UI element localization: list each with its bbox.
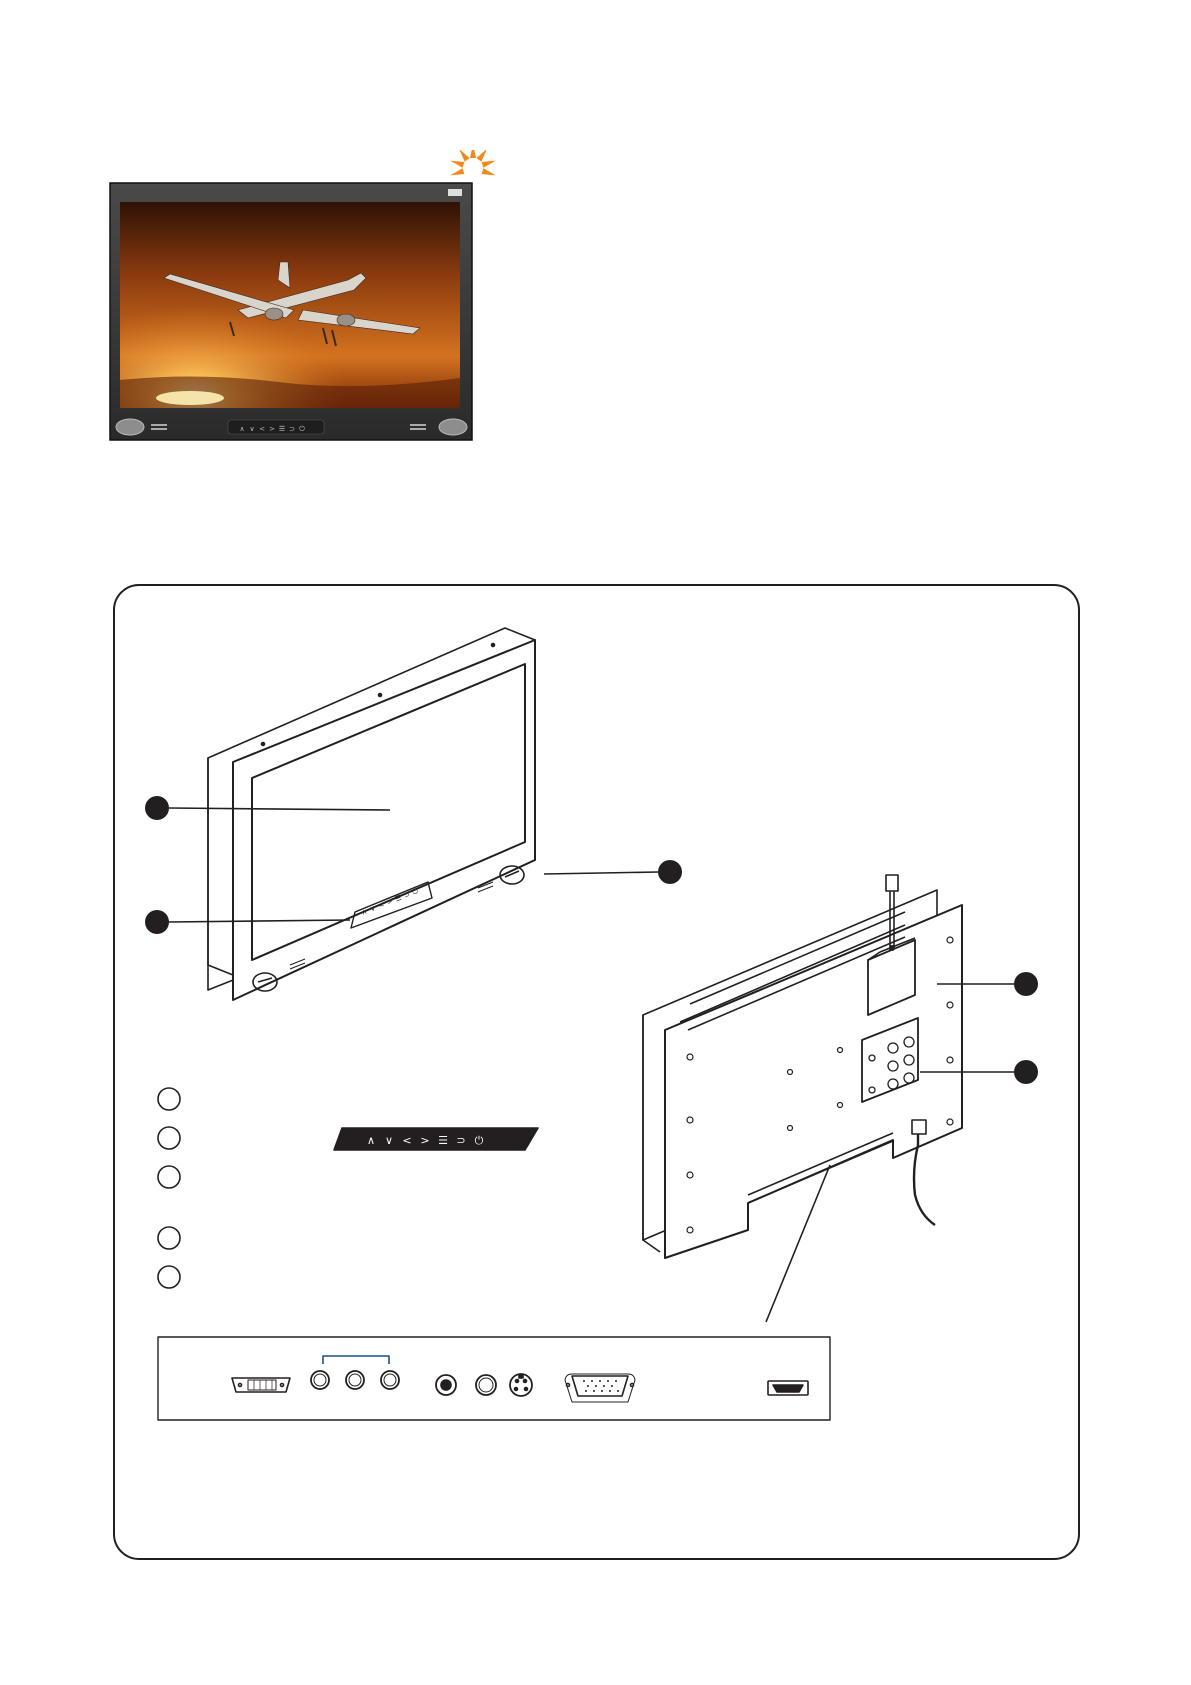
s-video-connector [510, 1374, 532, 1396]
keypad-key-0: ∧ [366, 1134, 376, 1147]
bnc-connector-1 [311, 1371, 329, 1389]
keypad-key-1: ∨ [368, 904, 377, 914]
keypad-key-0: ∧ [239, 425, 245, 433]
keypad-key-2: < [377, 900, 386, 911]
legend-marker-2 [158, 1127, 180, 1149]
keypad-key-2: < [259, 425, 265, 433]
rear-view-monitor [643, 875, 962, 1258]
front-view-monitor [208, 628, 535, 1000]
legend-marker-4 [158, 1227, 180, 1249]
io-panel [158, 1337, 830, 1420]
keypad-key-2: < [402, 1134, 412, 1147]
keypad-key-3: > [385, 897, 394, 907]
keypad-key-6: ⏻ [299, 425, 305, 433]
keypad-key-3: > [269, 425, 275, 433]
keypad-key-1: ∨ [249, 425, 255, 433]
bnc-connector-2 [346, 1371, 364, 1389]
legend-keypad [334, 1128, 538, 1150]
keypad-key-5: ⊃ [402, 890, 411, 900]
hdmi-connector [768, 1381, 808, 1395]
vga-connector [565, 1374, 635, 1402]
callout-speaker [544, 860, 682, 884]
rca-connector-2 [476, 1375, 496, 1395]
keypad-key-4: ☰ [278, 425, 286, 433]
keypad-key-3: > [420, 1134, 430, 1147]
legend-marker-5 [158, 1266, 180, 1288]
keypad-key-4: ☰ [393, 893, 403, 904]
keypad-key-1: ∨ [384, 1134, 394, 1147]
keypad-key-5: ⊃ [289, 425, 295, 433]
keypad-key-6: ⏻ [474, 1134, 484, 1147]
bnc-connector-3 [381, 1371, 399, 1389]
legend-marker-1 [158, 1088, 180, 1110]
keypad-key-4: ☰ [438, 1134, 448, 1147]
legend-marker-3 [158, 1166, 180, 1188]
rca-connector-1 [436, 1375, 456, 1395]
legend [158, 1088, 538, 1288]
dvi-connector [232, 1378, 290, 1392]
keypad-key-6: ⏻ [411, 886, 420, 897]
keypad-key-5: ⊃ [456, 1134, 466, 1147]
keypad-key-0: ∧ [360, 907, 369, 917]
